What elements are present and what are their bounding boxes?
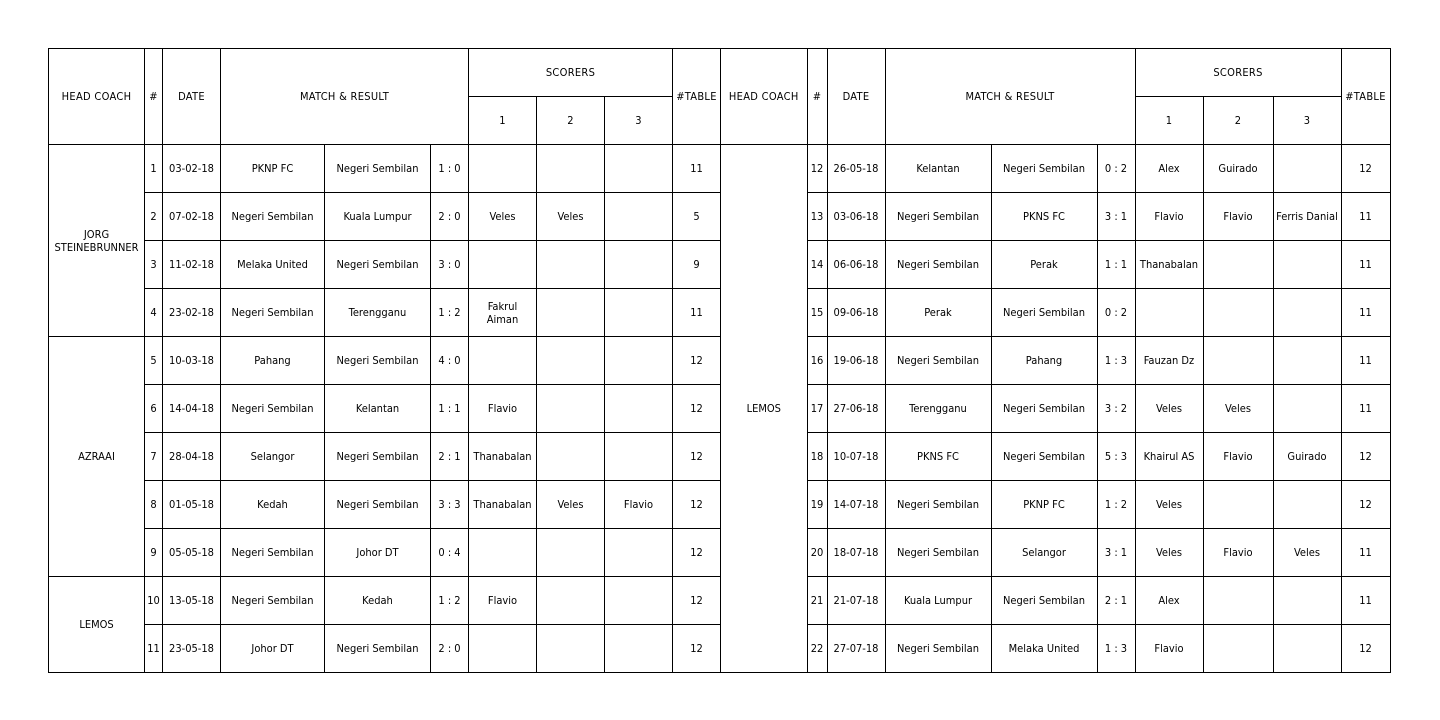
header-match-result: MATCH & RESULT [885, 49, 1135, 145]
results-table-left [48, 48, 721, 673]
scorer-2-cell [537, 385, 605, 433]
header-table-position: #TABLE [673, 49, 721, 145]
scorer-3-cell: Veles [1273, 529, 1341, 577]
header-scorer-1: 1 [469, 97, 537, 145]
score-cell: 3 : 0 [431, 241, 469, 289]
match-date-cell: 06-06-18 [827, 241, 885, 289]
table-row [721, 241, 1390, 289]
scorer-2-cell [537, 529, 605, 577]
match-number-cell: 12 [807, 145, 827, 193]
table-position-cell: 11 [1341, 193, 1390, 241]
table-position-cell: 11 [1341, 529, 1390, 577]
scorer-2-cell [1203, 241, 1273, 289]
scorer-3-cell [1273, 337, 1341, 385]
home-team-cell: Negeri Sembilan [885, 625, 991, 673]
table-row [49, 625, 721, 673]
table-row [49, 145, 721, 193]
match-number-cell: 17 [807, 385, 827, 433]
scorer-1-cell: Flavio [469, 385, 537, 433]
home-team-cell: Selangor [221, 433, 325, 481]
match-number-cell: 20 [807, 529, 827, 577]
scorer-1-cell: Veles [1135, 385, 1203, 433]
score-cell: 1 : 3 [1097, 337, 1135, 385]
header-scorer-2: 2 [537, 97, 605, 145]
scorer-3-cell [605, 433, 673, 481]
scorer-1-cell: Thanabalan [469, 433, 537, 481]
scorer-1-cell [469, 145, 537, 193]
header-number: # [145, 49, 163, 145]
scorer-2-cell: Guirado [1203, 145, 1273, 193]
table-position-cell: 9 [673, 241, 721, 289]
away-team-cell: Negeri Sembilan [991, 433, 1097, 481]
table-row [721, 481, 1390, 529]
scorer-3-cell [605, 145, 673, 193]
away-team-cell: Negeri Sembilan [325, 145, 431, 193]
scorer-2-cell: Flavio [1203, 433, 1273, 481]
away-team-cell: Negeri Sembilan [991, 577, 1097, 625]
table-row [49, 337, 721, 385]
scorer-2-cell [537, 241, 605, 289]
away-team-cell: Negeri Sembilan [325, 625, 431, 673]
scorer-3-cell [605, 337, 673, 385]
table-position-cell: 11 [1341, 385, 1390, 433]
match-number-cell: 21 [807, 577, 827, 625]
table-row [49, 433, 721, 481]
table-row [721, 433, 1390, 481]
scorer-2-cell [1203, 289, 1273, 337]
home-team-cell: Kuala Lumpur [885, 577, 991, 625]
match-number-cell: 7 [145, 433, 163, 481]
table-row [721, 145, 1390, 193]
scorer-3-cell: Ferris Danial [1273, 193, 1341, 241]
away-team-cell: Negeri Sembilan [991, 385, 1097, 433]
scorer-1-cell [469, 337, 537, 385]
home-team-cell: Negeri Sembilan [885, 193, 991, 241]
score-cell: 1 : 3 [1097, 625, 1135, 673]
scorer-1-cell [469, 241, 537, 289]
scorer-3-cell [1273, 289, 1341, 337]
away-team-cell: Perak [991, 241, 1097, 289]
header-head-coach: HEAD COACH [721, 49, 807, 145]
away-team-cell: PKNS FC [991, 193, 1097, 241]
away-team-cell: Negeri Sembilan [325, 241, 431, 289]
table-position-cell: 11 [1341, 337, 1390, 385]
table-row [721, 529, 1390, 577]
match-number-cell: 4 [145, 289, 163, 337]
results-table-right [721, 48, 1391, 673]
home-team-cell: Negeri Sembilan [885, 337, 991, 385]
score-cell: 1 : 1 [431, 385, 469, 433]
score-cell: 2 : 0 [431, 193, 469, 241]
home-team-cell: Negeri Sembilan [221, 193, 325, 241]
scorer-3-cell: Flavio [605, 481, 673, 529]
table-row [49, 289, 721, 337]
table-row [49, 193, 721, 241]
match-number-cell: 5 [145, 337, 163, 385]
header-scorers: SCORERS [1135, 49, 1341, 97]
score-cell: 1 : 0 [431, 145, 469, 193]
scorer-1-cell: Fauzan Dz [1135, 337, 1203, 385]
table-position-cell: 12 [673, 385, 721, 433]
scorer-2-cell: Flavio [1203, 529, 1273, 577]
match-date-cell: 03-06-18 [827, 193, 885, 241]
match-date-cell: 01-05-18 [163, 481, 221, 529]
table-position-cell: 11 [673, 145, 721, 193]
score-cell: 4 : 0 [431, 337, 469, 385]
table-position-cell: 12 [673, 577, 721, 625]
table-position-cell: 11 [673, 289, 721, 337]
match-date-cell: 09-06-18 [827, 289, 885, 337]
head-coach-cell: LEMOS [49, 577, 145, 673]
header-scorer-3: 3 [1273, 97, 1341, 145]
match-date-cell: 11-02-18 [163, 241, 221, 289]
match-date-cell: 18-07-18 [827, 529, 885, 577]
header-number: # [807, 49, 827, 145]
scorer-3-cell [1273, 241, 1341, 289]
away-team-cell: Terengganu [325, 289, 431, 337]
scorer-3-cell [1273, 385, 1341, 433]
home-team-cell: Terengganu [885, 385, 991, 433]
match-date-cell: 10-07-18 [827, 433, 885, 481]
scorer-1-cell: Flavio [1135, 625, 1203, 673]
head-coach-cell: AZRAAI [49, 337, 145, 577]
home-team-cell: Melaka United [221, 241, 325, 289]
scorer-2-cell: Flavio [1203, 193, 1273, 241]
scorer-2-cell: Veles [1203, 385, 1273, 433]
header-head-coach: HEAD COACH [49, 49, 145, 145]
match-number-cell: 1 [145, 145, 163, 193]
away-team-cell: Negeri Sembilan [991, 145, 1097, 193]
header-date: DATE [827, 49, 885, 145]
away-team-cell: Johor DT [325, 529, 431, 577]
match-date-cell: 05-05-18 [163, 529, 221, 577]
table-position-cell: 11 [1341, 577, 1390, 625]
score-cell: 3 : 2 [1097, 385, 1135, 433]
away-team-cell: Kedah [325, 577, 431, 625]
scorer-2-cell: Veles [537, 481, 605, 529]
match-number-cell: 15 [807, 289, 827, 337]
match-number-cell: 2 [145, 193, 163, 241]
scorer-3-cell [1273, 481, 1341, 529]
table-row [721, 337, 1390, 385]
scorer-2-cell [537, 433, 605, 481]
away-team-cell: PKNP FC [991, 481, 1097, 529]
table-position-cell: 12 [1341, 481, 1390, 529]
results-sheet [48, 48, 1391, 673]
score-cell: 0 : 2 [1097, 289, 1135, 337]
scorer-2-cell [1203, 577, 1273, 625]
match-date-cell: 26-05-18 [827, 145, 885, 193]
scorer-1-cell [469, 625, 537, 673]
scorer-1-cell: Veles [1135, 529, 1203, 577]
scorer-2-cell [537, 289, 605, 337]
scorer-1-cell: Veles [1135, 481, 1203, 529]
match-date-cell: 03-02-18 [163, 145, 221, 193]
scorer-2-cell [537, 145, 605, 193]
scorer-1-cell: Veles [469, 193, 537, 241]
table-position-cell: 12 [673, 625, 721, 673]
head-coach-cell: LEMOS [721, 145, 807, 673]
match-number-cell: 11 [145, 625, 163, 673]
away-team-cell: Negeri Sembilan [325, 433, 431, 481]
scorer-1-cell: Alex [1135, 145, 1203, 193]
match-date-cell: 28-04-18 [163, 433, 221, 481]
home-team-cell: Johor DT [221, 625, 325, 673]
table-row [721, 193, 1390, 241]
scorer-2-cell [1203, 481, 1273, 529]
header-scorer-3: 3 [605, 97, 673, 145]
table-row [721, 385, 1390, 433]
scorer-2-cell [1203, 625, 1273, 673]
header-match-result: MATCH & RESULT [221, 49, 469, 145]
score-cell: 1 : 2 [431, 577, 469, 625]
scorer-3-cell [605, 577, 673, 625]
away-team-cell: Selangor [991, 529, 1097, 577]
home-team-cell: Kedah [221, 481, 325, 529]
table-position-cell: 12 [673, 529, 721, 577]
match-rows [49, 145, 721, 673]
scorer-1-cell [1135, 289, 1203, 337]
scorer-1-cell: Khairul AS [1135, 433, 1203, 481]
score-cell: 3 : 1 [1097, 193, 1135, 241]
head-coach-cell: JORG STEINEBRUNNER [49, 145, 145, 337]
away-team-cell: Pahang [991, 337, 1097, 385]
scorer-2-cell [1203, 337, 1273, 385]
scorer-3-cell [605, 289, 673, 337]
score-cell: 2 : 1 [431, 433, 469, 481]
header-scorers: SCORERS [469, 49, 673, 97]
table-row [49, 385, 721, 433]
match-number-cell: 14 [807, 241, 827, 289]
table-row [49, 481, 721, 529]
table-row [49, 241, 721, 289]
match-date-cell: 23-05-18 [163, 625, 221, 673]
table-position-cell: 12 [1341, 625, 1390, 673]
scorer-3-cell [605, 193, 673, 241]
scorer-3-cell [1273, 625, 1341, 673]
table-position-cell: 11 [1341, 241, 1390, 289]
score-cell: 2 : 1 [1097, 577, 1135, 625]
match-rows [721, 145, 1390, 673]
home-team-cell: Negeri Sembilan [885, 481, 991, 529]
table-row [49, 577, 721, 625]
match-number-cell: 13 [807, 193, 827, 241]
home-team-cell: Kelantan [885, 145, 991, 193]
match-date-cell: 10-03-18 [163, 337, 221, 385]
home-team-cell: PKNP FC [221, 145, 325, 193]
table-position-cell: 12 [673, 481, 721, 529]
away-team-cell: Melaka United [991, 625, 1097, 673]
scorer-3-cell: Guirado [1273, 433, 1341, 481]
table-position-cell: 5 [673, 193, 721, 241]
match-date-cell: 19-06-18 [827, 337, 885, 385]
header-date: DATE [163, 49, 221, 145]
match-number-cell: 18 [807, 433, 827, 481]
away-team-cell: Kelantan [325, 385, 431, 433]
score-cell: 3 : 3 [431, 481, 469, 529]
match-number-cell: 9 [145, 529, 163, 577]
home-team-cell: Perak [885, 289, 991, 337]
away-team-cell: Kuala Lumpur [325, 193, 431, 241]
match-date-cell: 14-07-18 [827, 481, 885, 529]
scorer-3-cell [1273, 577, 1341, 625]
match-date-cell: 23-02-18 [163, 289, 221, 337]
score-cell: 5 : 3 [1097, 433, 1135, 481]
home-team-cell: Negeri Sembilan [221, 289, 325, 337]
match-date-cell: 14-04-18 [163, 385, 221, 433]
match-number-cell: 6 [145, 385, 163, 433]
scorer-1-cell: Flavio [1135, 193, 1203, 241]
away-team-cell: Negeri Sembilan [991, 289, 1097, 337]
scorer-2-cell [537, 337, 605, 385]
match-date-cell: 27-06-18 [827, 385, 885, 433]
scorer-3-cell [605, 385, 673, 433]
scorer-2-cell [537, 577, 605, 625]
table-position-cell: 12 [673, 337, 721, 385]
table-row [49, 529, 721, 577]
scorer-3-cell [605, 241, 673, 289]
home-team-cell: PKNS FC [885, 433, 991, 481]
match-number-cell: 10 [145, 577, 163, 625]
match-number-cell: 16 [807, 337, 827, 385]
table-row [721, 289, 1390, 337]
scorer-2-cell [537, 625, 605, 673]
table-position-cell: 12 [1341, 145, 1390, 193]
scorer-1-cell: Thanabalan [469, 481, 537, 529]
scorer-3-cell [605, 625, 673, 673]
home-team-cell: Negeri Sembilan [885, 241, 991, 289]
match-date-cell: 13-05-18 [163, 577, 221, 625]
score-cell: 3 : 1 [1097, 529, 1135, 577]
home-team-cell: Negeri Sembilan [885, 529, 991, 577]
score-cell: 0 : 4 [431, 529, 469, 577]
scorer-3-cell [605, 529, 673, 577]
home-team-cell: Negeri Sembilan [221, 385, 325, 433]
scorer-1-cell: Fakrul Aiman [469, 289, 537, 337]
scorer-1-cell [469, 529, 537, 577]
match-date-cell: 21-07-18 [827, 577, 885, 625]
match-number-cell: 19 [807, 481, 827, 529]
table-position-cell: 12 [1341, 433, 1390, 481]
scorer-1-cell: Thanabalan [1135, 241, 1203, 289]
table-row [721, 577, 1390, 625]
match-number-cell: 3 [145, 241, 163, 289]
score-cell: 1 : 2 [431, 289, 469, 337]
away-team-cell: Negeri Sembilan [325, 337, 431, 385]
score-cell: 0 : 2 [1097, 145, 1135, 193]
header-scorer-2: 2 [1203, 97, 1273, 145]
home-team-cell: Negeri Sembilan [221, 577, 325, 625]
home-team-cell: Pahang [221, 337, 325, 385]
match-date-cell: 27-07-18 [827, 625, 885, 673]
home-team-cell: Negeri Sembilan [221, 529, 325, 577]
away-team-cell: Negeri Sembilan [325, 481, 431, 529]
scorer-1-cell: Alex [1135, 577, 1203, 625]
score-cell: 2 : 0 [431, 625, 469, 673]
scorer-1-cell: Flavio [469, 577, 537, 625]
table-position-cell: 11 [1341, 289, 1390, 337]
score-cell: 1 : 2 [1097, 481, 1135, 529]
match-number-cell: 22 [807, 625, 827, 673]
table-row [721, 625, 1390, 673]
match-number-cell: 8 [145, 481, 163, 529]
score-cell: 1 : 1 [1097, 241, 1135, 289]
scorer-3-cell [1273, 145, 1341, 193]
header-table-position: #TABLE [1341, 49, 1390, 145]
table-position-cell: 12 [673, 433, 721, 481]
scorer-2-cell: Veles [537, 193, 605, 241]
match-date-cell: 07-02-18 [163, 193, 221, 241]
header-scorer-1: 1 [1135, 97, 1203, 145]
